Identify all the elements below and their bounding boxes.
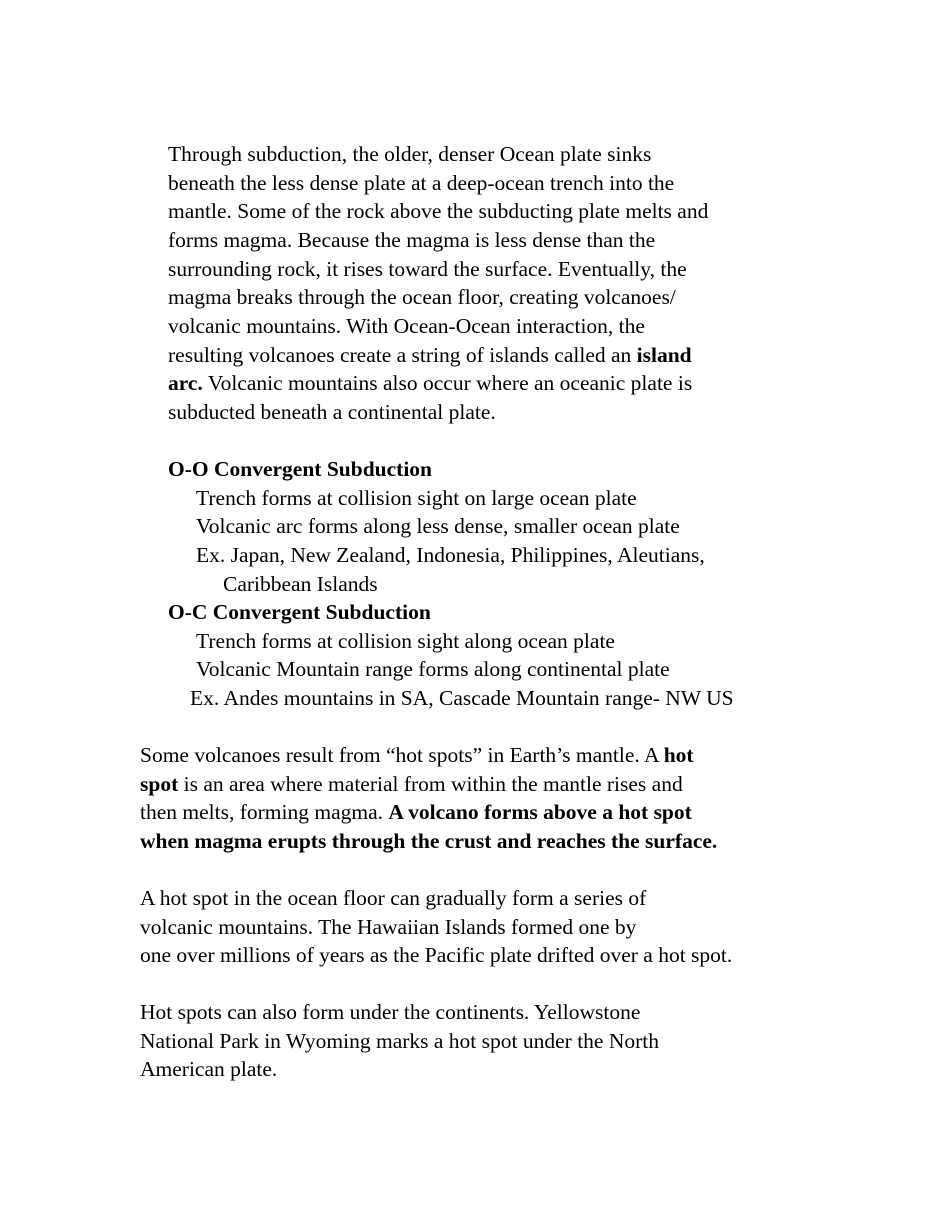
hotspot-line-2 [140,770,683,799]
intro-line-9-text: Volcanic mountains also occur where an oceanic plate is [202,371,693,395]
hotspot-line-3 [140,798,692,827]
ocean-line-3: one over millions of years as the Pacific plate drifted over a hot spot. [140,943,733,967]
intro-line-1: Through subduction, the older, denser Ocean plate sinks [168,142,652,166]
oc-item-trench: Trench forms at collision sight along ocean plate [196,629,615,653]
oo-item-example-cont: Caribbean Islands [223,572,378,596]
intro-line-5: surrounding rock, it rises toward the surface. Eventually, the [168,257,687,281]
intro-line-2: beneath the less dense plate at a deep-ocean trench into the [168,171,675,195]
term-island: island [636,343,692,367]
intro-line-9 [168,369,692,398]
term-spot: spot [140,772,179,796]
ocean-line-1: A hot spot in the ocean floor can gradually form a series of [140,886,647,910]
hotspot-line-1-text: Some volcanoes result from “hot spots” in Earth’s mantle. A [140,743,664,767]
hotspot-line-1 [140,741,694,770]
continent-line-1: Hot spots can also form under the continents. Yellowstone [140,1000,641,1024]
intro-line-6: magma breaks through the ocean floor, creating volcanoes/ [168,285,676,309]
ocean-line-2: volcanic mountains. The Hawaiian Islands formed one by [140,915,637,939]
oo-item-arc: Volcanic arc forms along less dense, smaller ocean plate [196,514,680,538]
continent-line-2: National Park in Wyoming marks a hot spot under the North [140,1029,660,1053]
intro-line-8 [168,341,692,370]
term-arc: arc. [168,371,203,395]
oo-heading: O-O Convergent Subduction [168,457,433,481]
oo-item-example: Ex. Japan, New Zealand, Indonesia, Philippines, Aleutians, [196,543,705,567]
intro-line-4: forms magma. Because the magma is less dense than the [168,228,656,252]
oo-item-trench: Trench forms at collision sight on large ocean plate [196,486,637,510]
oc-heading: O-C Convergent Subduction [168,600,431,624]
hotspot-key-sentence-2: when magma erupts through the crust and reaches the surface. [140,829,718,853]
intro-line-3: mantle. Some of the rock above the subducting plate melts and [168,199,709,223]
oc-item-example: Ex. Andes mountains in SA, Cascade Mountain range- NW US [190,686,734,710]
intro-line-7: volcanic mountains. With Ocean-Ocean interaction, the [168,314,645,338]
term-hot: hot [663,743,694,767]
intro-line-8-text: resulting volcanoes create a string of islands called an [168,343,637,367]
hotspot-key-sentence-1: A volcano forms above a hot spot [388,800,692,824]
oc-item-range: Volcanic Mountain range forms along continental plate [196,657,670,681]
intro-line-10: subducted beneath a continental plate. [168,400,496,424]
continent-line-3: American plate. [140,1057,278,1081]
hotspot-line-3-text: then melts, forming magma. [140,800,389,824]
hotspot-line-2-text: is an area where material from within the mantle rises and [178,772,683,796]
